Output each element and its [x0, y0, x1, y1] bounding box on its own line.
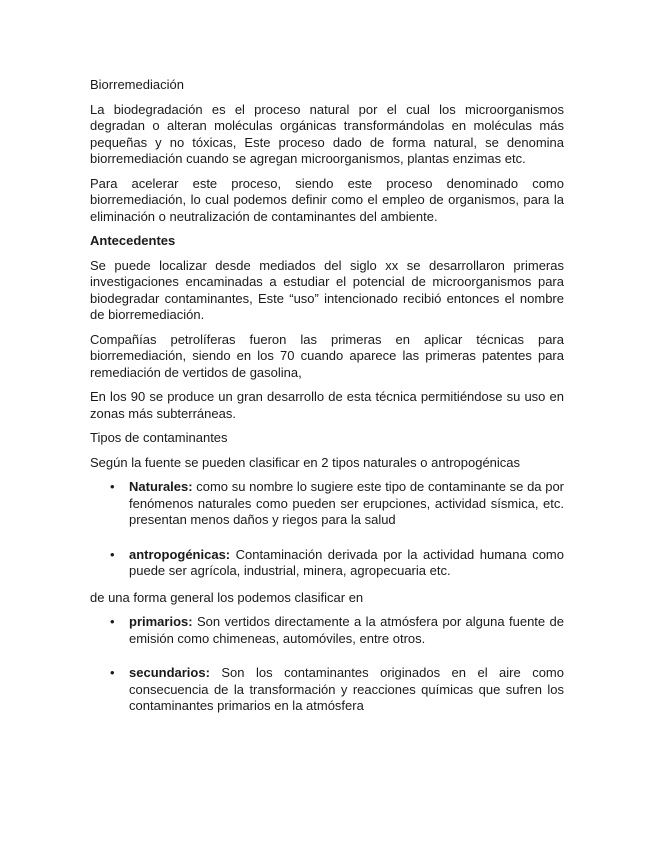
intro-paragraph-2: Para acelerar este proceso, siendo este proceso denominado como biorremediación, lo cual podemos definir como el empleo de organismos, para la eliminación o neutralización de contaminantes del ambiente. [90, 175, 564, 224]
term-primarios: primarios: [129, 614, 193, 629]
document-title: Biorremediación [90, 77, 184, 92]
antecedentes-paragraph-1: Se puede localizar desde mediados del siglo xx se desarrollaron primeras investigaciones encaminadas a estudiar el potencial de microorganismos para biodegradar contaminantes, Este “uso” intencionado recibió entonces el nombre de biorremediación. [90, 257, 564, 322]
term-antropogenicas: antropogénicas: [129, 546, 231, 562]
antecedentes-paragraph-2: Compañías petrolíferas fueron las primeras en aplicar técnicas para biorremediación, siendo en los 70 cuando aparece las primeras patentes para remediación de vertidos de gasolina, [90, 331, 564, 380]
list-item-primarios [90, 614, 564, 647]
description-antropogenicas: Contaminación derivada por la actividad humana como puede ser agrícola, industrial, minera, agropecuaria etc. [129, 546, 564, 578]
bullet-icon: • [110, 546, 115, 562]
tipos-intro: Según la fuente se pueden clasificar en 2 tipos naturales o antropogénicas [90, 454, 521, 470]
description-naturales: como su nombre lo sugiere este tipo de contaminante se da por fenómenos naturales como pueden ser erupciones, actividad sísmica, etc. presentan menos daños y riegos para la salud [129, 479, 564, 527]
antecedentes-paragraph-3: En los 90 se produce un gran desarrollo de esta técnica permitiéndose su uso en zonas más subterráneas. [90, 389, 564, 421]
list-item-naturales [90, 479, 564, 529]
antecedentes-heading: Antecedentes [90, 233, 176, 248]
bullet-icon: • [110, 614, 115, 629]
bullet-icon: • [110, 665, 115, 680]
description-primarios: Son vertidos directamente a la atmósfera por alguna fuente de emisión como chimeneas, automóviles, entre otros. [129, 614, 564, 646]
tipos-heading: Tipos de contaminantes [90, 430, 228, 445]
term-naturales: Naturales: [129, 479, 193, 494]
list-item-secundarios [90, 665, 564, 715]
description-secundarios: Son los contaminantes originados en el aire como consecuencia de la transformación y reacciones químicas que sufren los contaminantes primarios en la atmósfera [129, 665, 564, 713]
document-page [90, 77, 564, 725]
contaminant-source-list [90, 479, 564, 580]
intro-paragraph-1: La biodegradación es el proceso natural por el cual los microorganismos degradan o alteran moléculas orgánicas transformándolas en moléculas más pequeñas y no tóxicas, Este proceso dado de forma natural, se denomina biorremediación cuando se agregan microorganismos, plantas enzimas etc. [90, 101, 564, 166]
general-classification-intro: de una forma general los podemos clasificar en [90, 589, 364, 605]
term-secundarios: secundarios: [129, 665, 210, 680]
bullet-icon: • [110, 479, 115, 494]
general-classification-list [90, 614, 564, 715]
list-item-antropogenicas [90, 547, 564, 580]
